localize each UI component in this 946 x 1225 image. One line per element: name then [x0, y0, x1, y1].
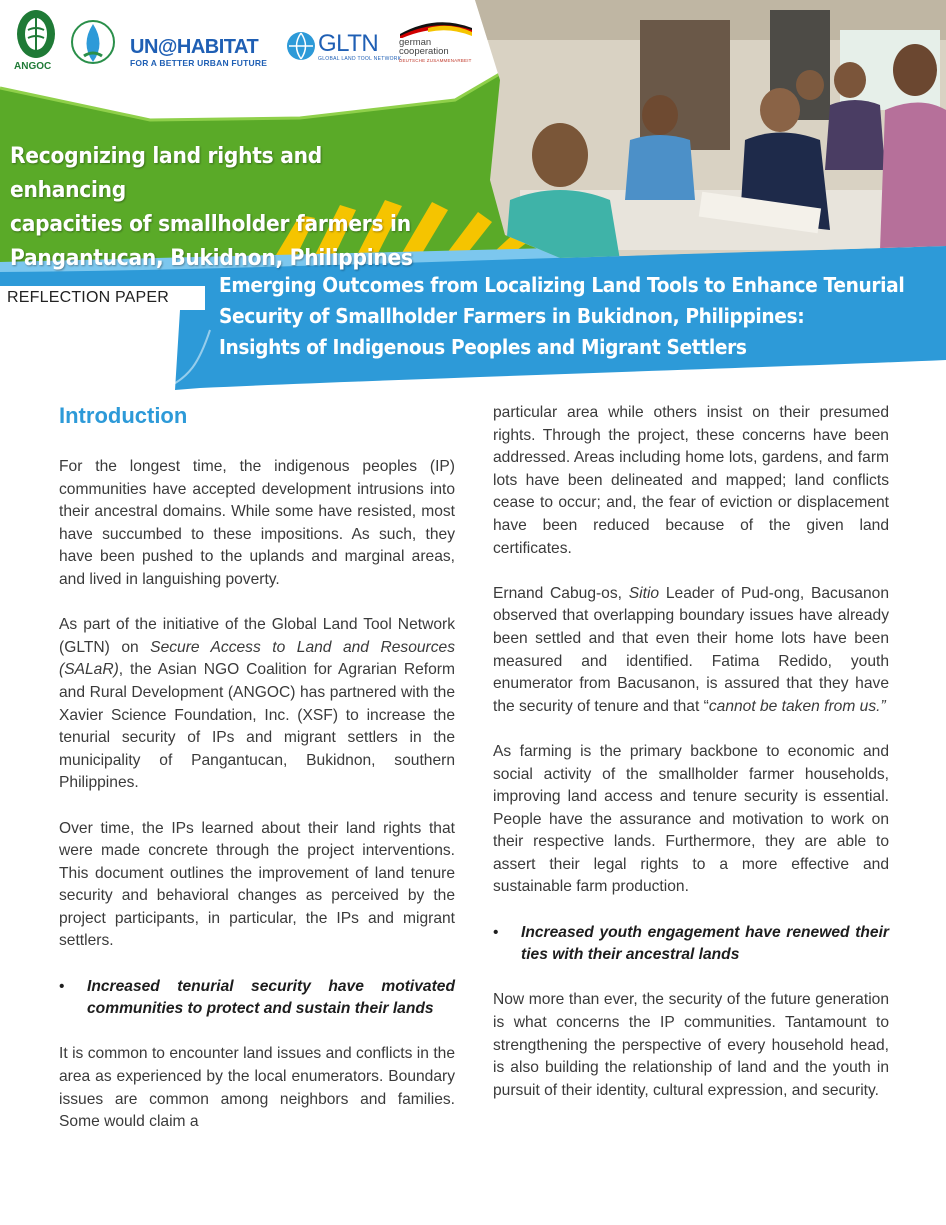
unhabitat-logo: UN@HABITAT: [130, 36, 259, 58]
paragraph: Ernand Cabug-os, Sitio Leader of Pud-ong, Bacusanon observed that overlapping boundary issues have already been settled and that even their home lots have been measured and identified. Fatima Redido, youth enumerator from Bacusanon, is assured that they have the security of tenure and that “cannot be taken from us.”: [493, 584, 889, 715]
paragraph: Now more than ever, the security of the future generation is what concerns the IP communities. Tantamount to strengthening the perspective of every household head, is also building the relationship of land and the youth in pursuit of their identity, cultural expression, and security.: [493, 991, 889, 1099]
paragraph: As part of the initiative of the Global Land Tool Network (GLTN) on Secure Access to Land and Resources (SALaR), the Asian NGO Coalition for Agrarian Reform and Rural Development (ANGOC) has partnered with the Xavier Science Foundation, Inc. (XSF) to increase the tenurial security of IPs and migrant settlers in the municipality of Pangantucan, Bukidnon, southern Philippines.: [59, 616, 456, 792]
gltn-globe-icon: [286, 31, 316, 61]
section-heading-introduction: Introduction: [59, 403, 188, 428]
paragraph: As farming is the primary backbone to economic and social activity of the smallholder farmer households, improving land access and tenure security is essential. People have the assurance and motivation to work on their respective lands. Furthermore, they are able to assert their legal rights to a more effective and sustainable farm production.: [493, 742, 889, 896]
angoc-logo-icon: [14, 8, 58, 64]
paragraph: particular area while others insist on their presumed rights. Through the project, these concerns have been addressed. Areas including home lots, gardens, and farm lots have been delineated and mapped; land conflicts cease to occur; and, the fear of eviction or displacement have been reduced because of the given land certificates.: [493, 404, 889, 557]
xsf-logo-icon: [70, 10, 116, 70]
angoc-label: ANGOC: [14, 61, 52, 72]
giz-logo: german cooperation: [399, 37, 449, 57]
document-type-label: REFLECTION PAPER: [0, 286, 205, 310]
right-column: [493, 400, 889, 1125]
page-title: Recognizing land rights and enhancing capacities of smallholder farmers in Pangantucan, Bukidnon, Philippines: [10, 144, 413, 271]
paragraph: It is common to encounter land issues and conflicts in the area as experienced by the local enumerators. Boundary issues are common among neighbors and families. Some would claim a: [59, 1045, 455, 1131]
paragraph: Over time, the IPs learned about their land rights that were made concrete through the project interventions. This document outlines the improvement of land tenure security and behavioral changes as perceived by the project participants, in particular, the IPs and migrant settlers.: [59, 819, 455, 950]
giz-tagline: DEUTSCHE ZUSAMMENARBEIT: [399, 58, 472, 63]
left-column: [59, 400, 455, 1156]
page-subtitle: Emerging Outcomes from Localizing Land Tools to Enhance Tenurial Security of Smallholder Farmers in Bukidnon, Philippines: Insights of Indigenous Peoples and Migrant Settlers: [219, 273, 905, 359]
bullet-heading: • Increased youth engagement have renewed their ties with their ancestral lands: [493, 922, 889, 967]
unhabitat-tagline: FOR A BETTER URBAN FUTURE: [130, 58, 268, 68]
german-flag-swoosh-icon: [398, 16, 474, 38]
bullet-heading: • Increased tenurial security have motivated communities to protect and sustain their lands: [59, 976, 455, 1021]
gltn-tagline: GLOBAL LAND TOOL NETWORK: [318, 56, 402, 62]
header-banner: [0, 0, 946, 390]
paragraph: For the longest time, the indigenous peoples (IP) communities have accepted development intrusions into their ancestral domains. While some have resisted, most have succumbed to these impositions. As such, they have been pushed to the uplands and marginal areas, and lived in languishing poverty.: [59, 458, 455, 588]
gltn-logo: GLTN: [318, 30, 379, 57]
